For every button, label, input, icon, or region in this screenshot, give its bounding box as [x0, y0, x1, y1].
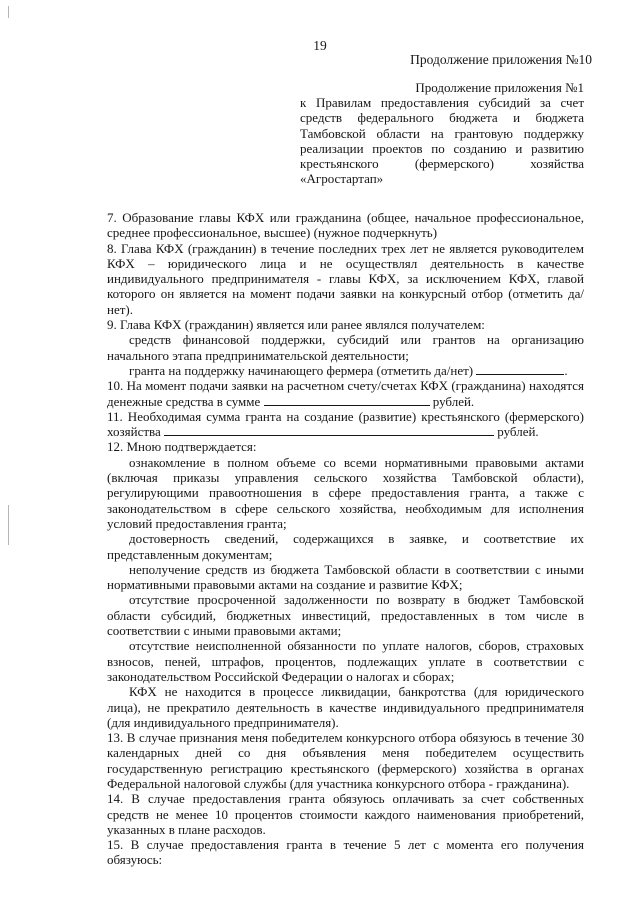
- scan-edge-mark: [8, 505, 9, 545]
- scan-edge-mark: [8, 6, 9, 18]
- currency-unit: рублей.: [432, 393, 475, 409]
- item-12-a: ознакомление в полном объеме со всеми нормативными правовыми актами (включая приказы управления сельского хозяйства Тамбовской области), регулирующими правоотношения в сфере предоставления гранта, а также с законодательством в сфере сельского хозяйства, необходимым для исполнения условий предоставления гранта;: [107, 454, 584, 531]
- item-12-d: отсутствие просроченной задолженности по возврату в бюджет Тамбовской области субсидий, бюджетных инвестиций, предоставленных в том числе в соответствии с иными правовыми актами;: [107, 592, 584, 639]
- amount-blank[interactable]: [264, 394, 430, 406]
- item-13: 13. В случае признания меня победителем конкурсного отбора обязуюсь в течение 30 календарных дней со дня объявления меня победителем осуществить государственную регистрацию крестьянского (фермерского) хозяйства в органах Федеральной налоговой службы (для участника конкурсного отбора - гражданина).: [107, 730, 584, 791]
- item-9-option-b-text: гранта на поддержку начинающего фермера (отметить да/нет): [129, 362, 474, 378]
- item-9-option-a: средств финансовой поддержки, субсидий или грантов на организацию начального этапа предпринимательской деятельности;: [107, 332, 584, 363]
- appendix-line: «Агростартап»: [300, 171, 384, 187]
- period: .: [564, 362, 568, 378]
- appendix-line: к Правилам предоставления субсидий за счет: [300, 95, 584, 111]
- item-10: [107, 378, 584, 409]
- item-11-text: 11. Необходимая сумма гранта на создание (развитие) крестьянского (фермерского) хозяйства: [107, 408, 584, 440]
- page-number: 19: [313, 38, 327, 53]
- item-15: 15. В случае предоставления гранта в течение 5 лет с момента его получения обязуюсь:: [107, 837, 584, 868]
- item-8: 8. Глава КФХ (гражданин) в течение последних трех лет не является руководителем КФХ – юридического лица и не осуществлял деятельность в качестве индивидуального предпринимателя - главы КФХ, за исключением КФХ, главой которого он является на момент подачи заявки на конкурсный отбор (отметить да/нет).: [107, 240, 584, 317]
- amount-blank[interactable]: [164, 424, 494, 436]
- item-12-c: неполучение средств из бюджета Тамбовской области в соответствии с иными нормативными правовыми актами на создание и развитие КФХ;: [107, 561, 584, 593]
- item-9: 9. Глава КФХ (гражданин) является или ранее являлся получателем:: [107, 317, 485, 333]
- item-12: 12. Мною подтверждается:: [107, 439, 257, 455]
- document-body: [107, 210, 584, 868]
- item-12-e: отсутствие неисполненной обязанности по уплате налогов, сборов, страховых взносов, пеней, штрафов, процентов, подлежащих уплате в соответствии с законодательством Российской Федерации о налогах и сборах;: [107, 638, 584, 684]
- appendix-title: Продолжение приложения №1: [415, 80, 584, 95]
- item-7: 7. Образование главы КФХ или гражданина (общее, начальное профессиональное, среднее профессиональное, высшее) (нужное подчеркнуть): [107, 210, 584, 241]
- appendix-line: Тамбовской области на грантовую поддержку: [300, 125, 584, 141]
- appendix-line: крестьянского (фермерского) хозяйства: [300, 156, 584, 172]
- item-11: [107, 409, 584, 440]
- item-9-option-b: [107, 363, 584, 378]
- answer-blank[interactable]: [476, 363, 564, 375]
- appendix-line: реализации проектов по созданию и развитию: [300, 140, 584, 156]
- appendix-line: средств федерального бюджета и бюджета: [300, 110, 584, 126]
- currency-unit: рублей.: [497, 424, 539, 440]
- continuation-heading: Продолжение приложения №10: [410, 52, 592, 67]
- item-12-b: достоверность сведений, содержащихся в заявке, и соответствие их представленным документам;: [107, 531, 584, 562]
- item-10-text: 10. На момент подачи заявки на расчетном счету/счетах КФХ (гражданина) находятся денежные средства в сумме: [107, 378, 584, 409]
- appendix-reference: [300, 80, 584, 186]
- item-12-f: КФХ не находится в процессе ликвидации, банкротства (для юридического лица), не прекратило деятельность в качестве индивидуального предпринимателя (для индивидуального предпринимателя).: [107, 684, 584, 730]
- item-14: 14. В случае предоставления гранта обязуюсь оплачивать за счет собственных средств не менее 10 процентов стоимости каждого наименования приобретений, указанных в плане расходов.: [107, 791, 584, 837]
